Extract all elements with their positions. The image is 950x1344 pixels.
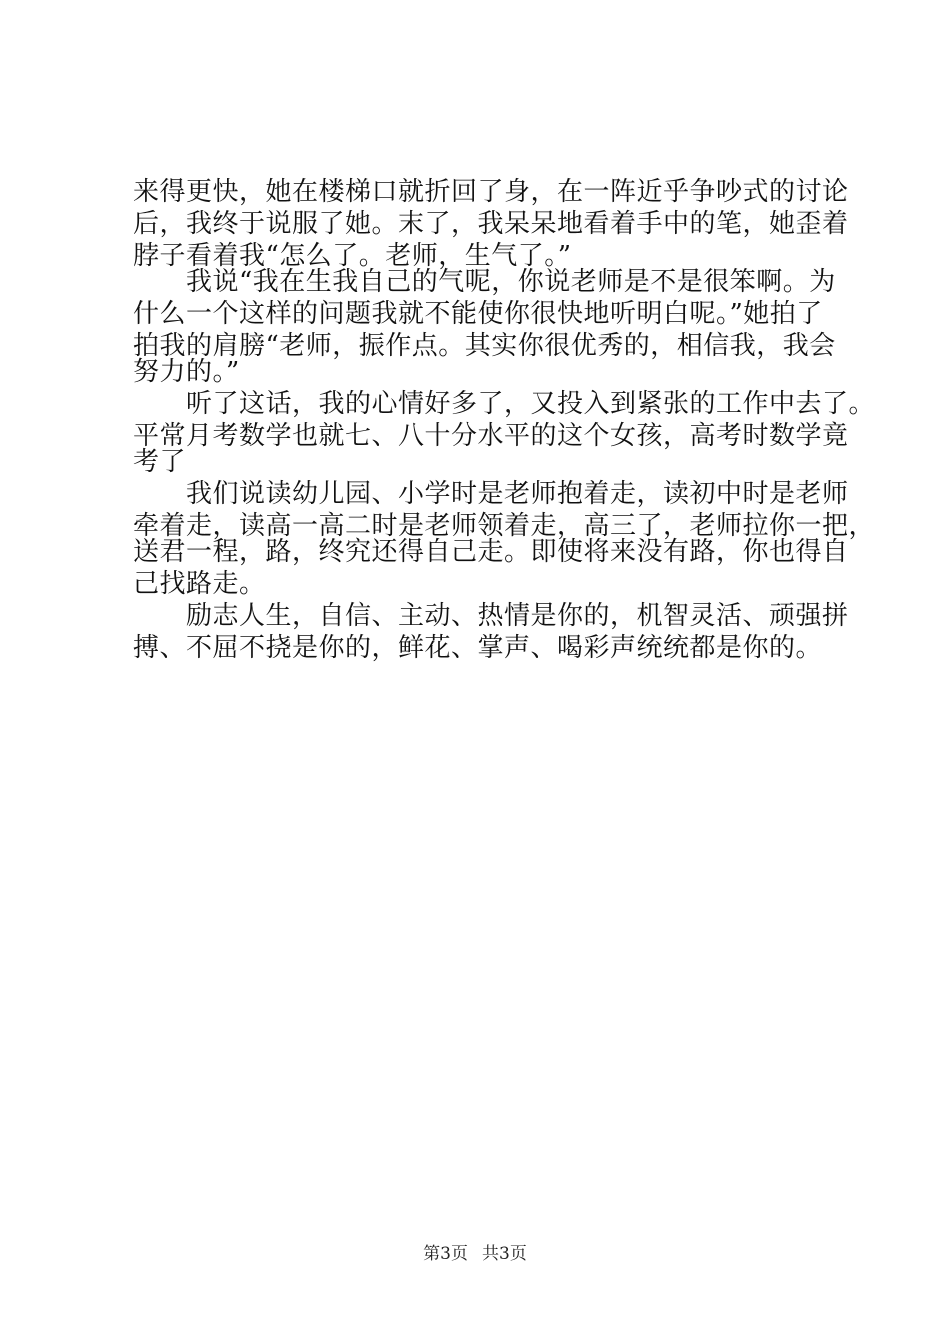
- text-line: 己找路走。: [133, 569, 266, 599]
- text-line: 搏、不屈不挠是你的，鲜花、掌声、喝彩声统统都是你的。: [133, 633, 823, 663]
- text-line: 努力的。”: [133, 357, 240, 387]
- text-line: 送君一程，路，终究还得自己走。即使将来没有路，你也得自: [133, 537, 849, 567]
- text-line: 平常月考数学也就七、八十分水平的这个女孩，高考时数学竟: [133, 421, 849, 451]
- text-line: 什么一个这样的问题我就不能使你很快地听明白呢。”她拍了: [133, 299, 823, 329]
- page-total: 共3页: [482, 1244, 527, 1264]
- text-line: 牵着走，读高一高二时是老师领着走，高三了，老师拉你一把，: [133, 511, 876, 541]
- text-line: 我说“我在生我自己的气呢，你说老师是不是很笨啊。为: [133, 267, 836, 297]
- text-line: 拍我的肩膀“老师，振作点。其实你很优秀的，相信我，我会: [133, 331, 836, 361]
- text-line: 励志人生，自信、主动、热情是你的，机智灵活、顽强拼: [133, 601, 849, 631]
- page-number: 第3页: [423, 1244, 468, 1264]
- text-line: 脖子看着我“怎么了。老师，生气了。”: [133, 241, 572, 271]
- text-line: 后，我终于说服了她。末了，我呆呆地看着手中的笔，她歪着: [133, 209, 849, 239]
- text-line: 听了这话，我的心情好多了，又投入到紧张的工作中去了。: [133, 389, 876, 419]
- text-line: 来得更快，她在楼梯口就折回了身，在一阵近乎争吵式的讨论: [133, 177, 849, 207]
- page-footer: [0, 1243, 950, 1265]
- text-line: 考了: [133, 447, 187, 477]
- text-line: 我们说读幼儿园、小学时是老师抱着走，读初中时是老师: [133, 479, 849, 509]
